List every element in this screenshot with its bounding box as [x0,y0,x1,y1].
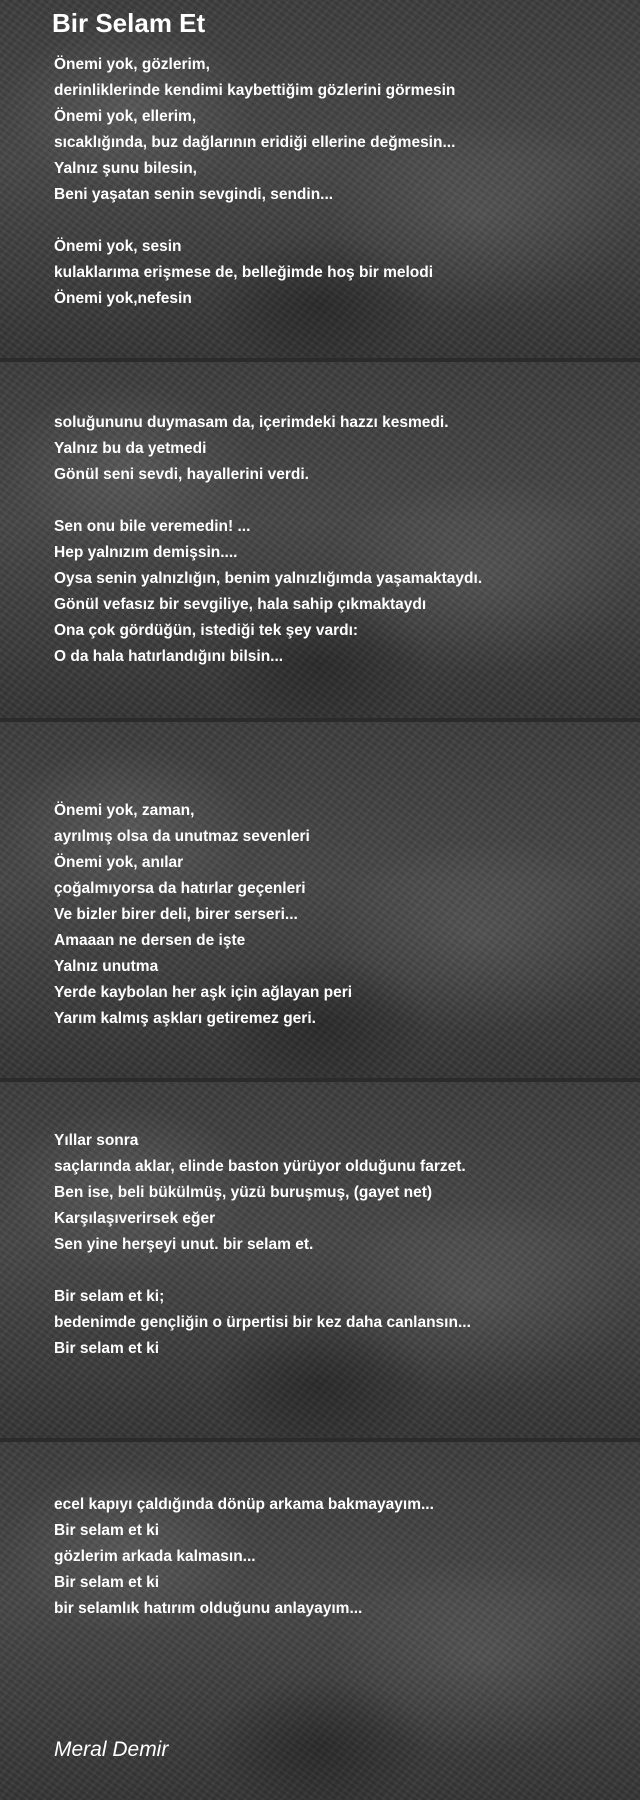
author-signature: Meral Demir [54,1738,169,1761]
poem-text-4: Yıllar sonra saçlarında aklar, elinde baston yürüyor olduğunu farzet. Ben ise, beli bükülmüş, yüzü buruşmuş, (gayet net) Karşılaşıverirsek eğer Sen yine herşeyi unut. bir selam et. Bir selam et ki; bedenimde gençliğin o ürpertisi bir kez daha canlansın... Bir selam et ki [54,1132,471,1357]
poem-panel-4 [0,1082,640,1438]
poem-panel-3 [0,722,640,1078]
poem-title: Bir Selam Et [52,8,206,38]
poem-panel-1 [0,0,640,358]
poem-text-1: Önemi yok, gözlerim, derinliklerinde kendimi kaybettiğim gözlerini görmesin Önemi yok, ellerim, sıcaklığında, buz dağlarının eridiği ellerine değmesin... Yalnız şunu bilesin, Beni yaşatan senin sevgindi, sendin... Önemi yok, sesin kulaklarıma erişmese de, belleğimde hoş bir melodi Önemi yok,nefesin [54,56,456,307]
poem-panel-5 [0,1442,640,1800]
poem-text-5: ecel kapıyı çaldığında dönüp arkama bakmayayım... Bir selam et ki gözlerim arkada kalmasın... Bir selam et ki bir selamlık hatırım olduğunu anlayayım... [54,1496,434,1617]
poem-text-3: Önemi yok, zaman, ayrılmış olsa da unutmaz sevenleri Önemi yok, anılar çoğalmıyorsa da hatırlar geçenleri Ve bizler birer deli, birer serseri... Amaaan ne dersen de işte Yalnız unutma Yerde kaybolan her aşk için ağlayan peri Yarım kalmış aşkları getiremez geri. [54,802,353,1027]
poem-panel-2 [0,362,640,718]
poem-text-2: soluğununu duymasam da, içerimdeki hazzı kesmedi. Yalnız bu da yetmedi Gönül seni sevdi, hayallerini verdi. Sen onu bile veremedin! ... Hep yalnızım demişsin.... Oysa senin yalnızlığın, benim yalnızlığımda yaşamaktaydı. Gönül vefasız bir sevgiliye, hala sahip çıkmaktaydı Ona çok gördüğün, istediği tek şey vardı: O da hala hatırlandığını bilsin... [54,414,483,665]
